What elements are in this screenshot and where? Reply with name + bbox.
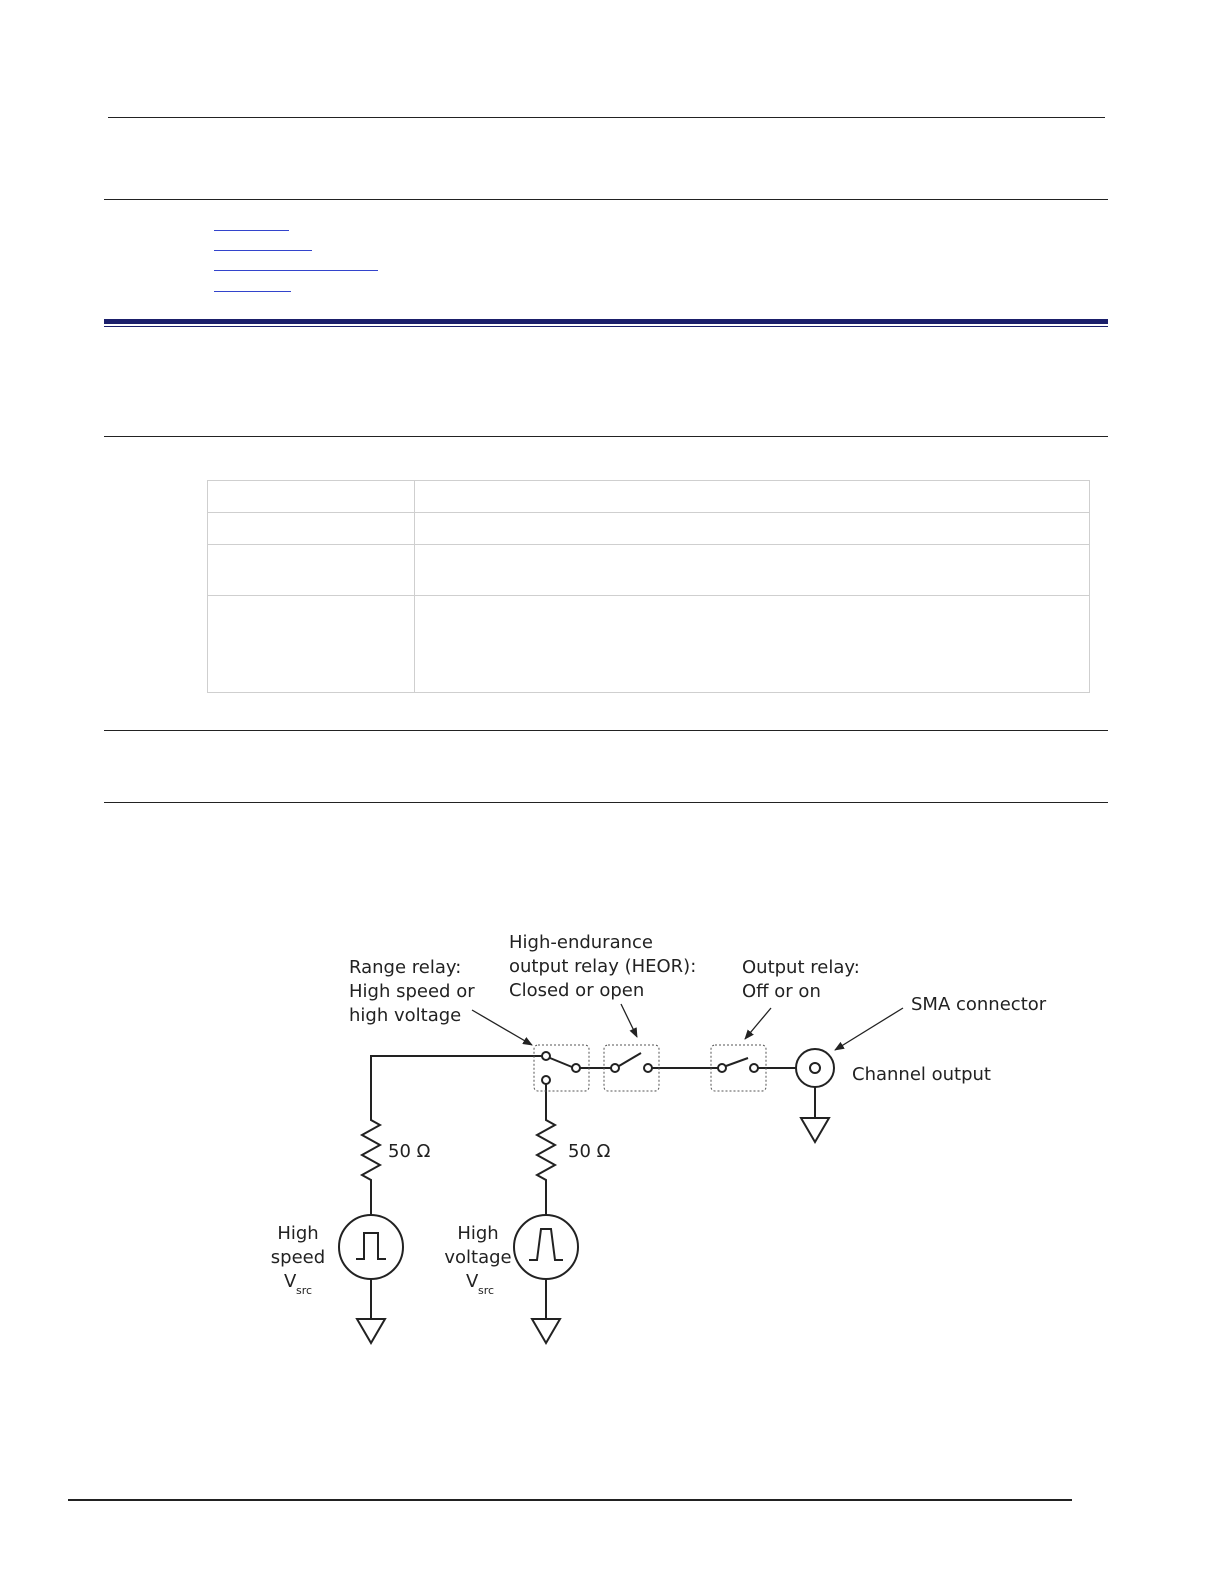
resistor-high-speed <box>362 1117 380 1215</box>
heor-relay-label-line-3: Closed or open <box>509 980 645 1001</box>
output-relay-contact-out <box>750 1064 758 1072</box>
source-high-speed-icon <box>339 1215 403 1279</box>
source-high-speed-label-v: V <box>284 1271 297 1292</box>
source-high-voltage-label-line-1: High <box>457 1223 499 1244</box>
channel-output-label: Channel output <box>852 1064 991 1085</box>
heor-relay-contact-in <box>611 1064 619 1072</box>
ground-high-voltage-icon <box>532 1319 560 1343</box>
pulse-high-voltage <box>529 1229 563 1260</box>
source-high-voltage-label-sub: src <box>478 1284 495 1297</box>
heor-relay-label-line-1: High-endurance <box>509 932 653 953</box>
sma-connector-leader-arrow <box>835 1008 903 1050</box>
heor-relay-leader-arrow <box>621 1004 637 1037</box>
resistor-high-voltage <box>537 1117 555 1215</box>
source-high-voltage-icon <box>514 1215 578 1279</box>
source-high-voltage-label-v: V <box>466 1271 479 1292</box>
range-relay-arm <box>550 1058 572 1067</box>
sma-connector-label: SMA connector <box>911 994 1047 1015</box>
ground-high-speed-icon <box>357 1319 385 1343</box>
heor-relay-arm <box>619 1053 641 1066</box>
wire-high-speed-top <box>371 1056 542 1117</box>
range-relay-label-line-3: high voltage <box>349 1005 462 1026</box>
source-high-speed-label-line-1: High <box>277 1223 319 1244</box>
output-relay-label-line-1: Output relay: <box>742 957 860 978</box>
resistor-high-voltage-label: 50 Ω <box>568 1141 611 1162</box>
source-high-speed-label-line-2: speed <box>270 1247 326 1268</box>
source-high-voltage-label-line-2: voltage <box>444 1247 512 1268</box>
output-relay-leader-arrow <box>745 1008 771 1039</box>
range-relay-leader-arrow <box>472 1010 532 1045</box>
resistor-high-speed-label: 50 Ω <box>388 1141 431 1162</box>
output-relay-arm <box>726 1058 748 1066</box>
range-relay-contact-output <box>572 1064 580 1072</box>
heor-relay-contact-out <box>644 1064 652 1072</box>
sma-connector-pin-icon <box>810 1063 820 1073</box>
ground-sma-icon <box>801 1118 829 1142</box>
output-relay-contact-in <box>718 1064 726 1072</box>
heor-relay-label-line-2: output relay (HEOR): <box>509 956 697 977</box>
source-high-speed-label-sub: src <box>296 1284 313 1297</box>
range-relay-contact-common <box>542 1052 550 1060</box>
range-relay-contact-high-voltage <box>542 1076 550 1084</box>
range-relay-label-line-2: High speed or <box>349 981 475 1002</box>
pulse-high-speed <box>356 1233 386 1259</box>
range-relay-label-line-1: Range relay: <box>349 957 462 978</box>
output-relay-label-line-2: Off or on <box>742 981 821 1002</box>
